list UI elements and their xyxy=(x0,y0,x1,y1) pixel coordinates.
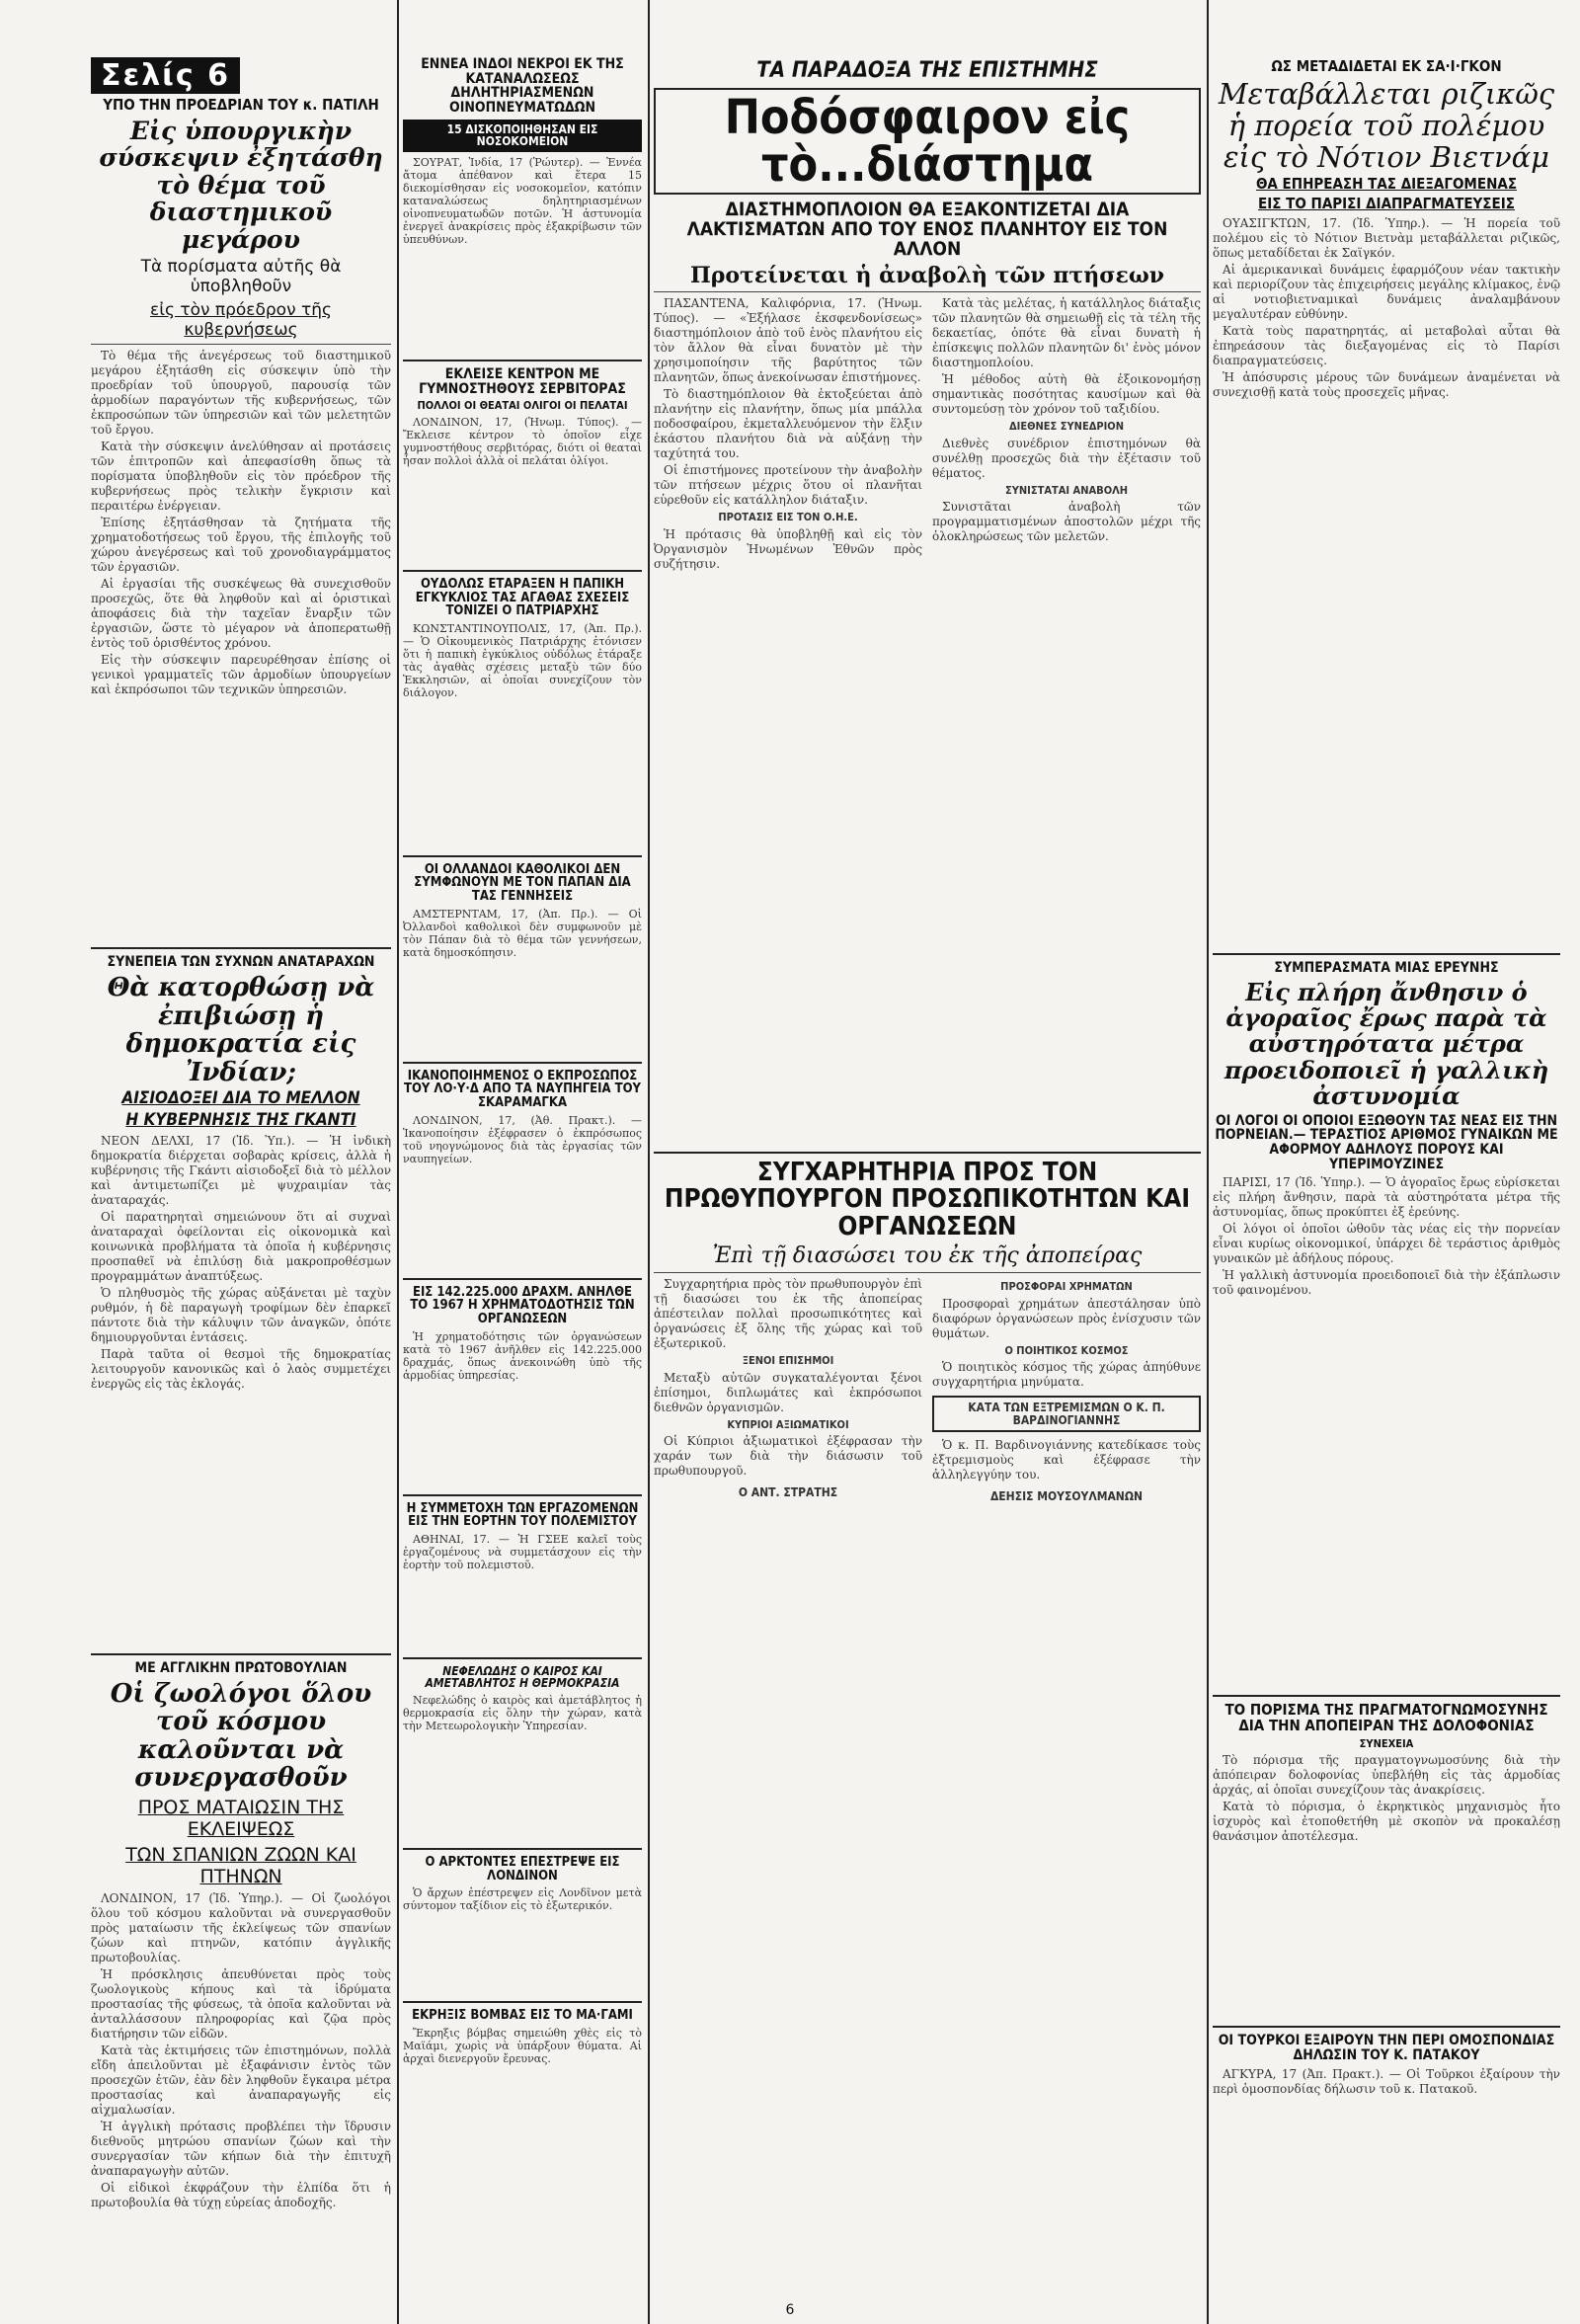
subheadline: ΑΙΣΙΟΔΟΞΕΙ ΔΙΑ ΤΟ ΜΕΛΛΟΝ xyxy=(121,1088,360,1109)
article-body: ΝΕΟΝ ΔΕΛΧΙ, 17 (Ἰδ. Ὑπ.). — Ἡ ἰνδικὴ δημοκρατία διέρχεται σοβαρὰς κρίσεις, ἀλλὰ ἡ κυβέρνησις τῆς Γκάντι αἰσιοδοξεῖ διὰ τὸ μέλλον καὶ ἀντιμετωπίζει μὲ ψυχραιμίαν τὰς ἀναταραχάς. Οἱ παρατηρηταὶ σημειώνουν ὅτι αἱ συχναὶ ἀναταραχαὶ ὀφείλονται εἰς οἰκονομικὰ καὶ κοινωνικὰ προβλήματα τὰ ὁποῖα ἡ κυβέρνησις προσπαθεῖ νὰ ἐπιλύσῃ διὰ μακροπροθέσμων προγραμμάτων ἀναπτύξεως. Ὁ πληθυσμὸς τῆς χώρας αὐξάνεται μὲ ταχὺν ρυθμόν, ἡ δὲ παραγωγὴ τροφίμων δὲν ἐπαρκεῖ πάντοτε διὰ τὴν κάλυψιν τῶν ἀναγκῶν, ὁπότε δημιουργοῦνται ἐντάσεις. Παρὰ ταῦτα οἱ θεσμοὶ τῆς δημοκρατίας λειτουργοῦν κανονικῶς καὶ ὁ λαὸς συμμετέχει ἐνεργῶς εἰς τὰς ἐκλογάς. xyxy=(91,1134,391,1391)
dateline: ΑΜΣΤΕΡΝΤΑΜ, 17, (Ἀπ. Πρ.). xyxy=(413,907,598,921)
section-heading: ΞΕΝΟΙ ΕΠΙΣΗΜΟΙ xyxy=(742,1354,834,1368)
headline: ΟΥΔΟΛΩΣ ΕΤΑΡΑΞΕΝ Η ΠΑΠΙΚΗ ΕΓΚΥΚΛΙΟΣ ΤΑΣ ΑΓΑΘΑΣ ΣΧΕΣΕΙΣ ΤΟΝΙΖΕΙ Ο ΠΑΤΡΙΑΡΧΗΣ xyxy=(415,576,630,619)
article-body: ΟΥΑΣΙΓΚΤΩΝ, 17. (Ἰδ. Ὑπηρ.). — Ἡ πορεία τοῦ πολέμου εἰς τὸ Νότιον Βιετνὰμ μεταβάλλεται ριζικῶς, ὅπως μεταδίδεται ἐκ Σαϊγκόν. Αἱ ἀμερικανικαὶ δυνάμεις ἐφαρμόζουν νέαν τακτικὴν καὶ περιορίζουν τὰς ἐπιχειρήσεις μεγάλης κλίμακος, ἐνῷ αἱ νοτιοβιετναμικαὶ δυνάμεις ἀναλαμβάνουν μεγαλυτέραν εὐθύνην. Κατὰ τοὺς παρατηρητάς, αἱ μεταβολαὶ αὗται θὰ ἐπηρεάσουν τὰς διεξαγομένας εἰς τὸ Παρίσι διαπραγματεύσεις. Ἡ ἀπόσυρσις μέρους τῶν δυνάμεων ἀναμένεται νὰ συνεχισθῇ κατὰ τοὺς προσεχεῖς μῆνας. xyxy=(1213,215,1560,399)
article-body: Τὸ πόρισμα τῆς πραγματογνωμοσύνης διὰ τὴν ἀπόπειραν δολοφονίας ὑπεβλήθη εἰς τὰς ἁρμοδίας ἀρχάς, αἱ ὁποῖαι συνεχίζουν τὰς ἀνακρίσεις. Κατὰ τὸ πόρισμα, ὁ ἐκρηκτικὸς μηχανισμὸς ἦτο ἰσχυρὸς καὶ ἐτοποθετήθη μὲ σκοπὸν νὰ προκαλέσῃ θανάσιμον ἀποτέλεσμα. xyxy=(1213,1753,1560,1844)
column-4 xyxy=(1213,0,1560,2324)
kicker: ΥΠΟ ΤΗΝ ΠΡΟΕΔΡΙΑΝ ΤΟΥ κ. ΠΑΤΙΛΗ xyxy=(103,96,379,114)
signature: Ο ΑΝΤ. ΣΤΡΑΤΗΣ xyxy=(738,1485,838,1500)
subheadline: ΘΑ ΕΠΗΡΕΑΣΗ ΤΑΣ ΔΙΕΞΑΓΟΜΕΝΑΣ xyxy=(1255,175,1518,194)
headline: Οἱ ζωολόγοι ὅλου τοῦ κόσμου καλοῦνται νὰ συνεργασθοῦν xyxy=(110,1678,372,1794)
dateline: ΠΑΣΑΝΤΕΝΑ, Καλιφόρνια, 17. (Ἡνωμ. Τύπος). — «Ἐξήλασε ἐκ xyxy=(654,296,922,326)
column-rule xyxy=(1207,0,1209,2324)
article-body: Ὁ ἄρχων ἐπέστρεψεν εἰς Λονδῖνον μετὰ σύντομον ταξίδιον εἰς τὸ ἐξωτερικόν. xyxy=(403,1886,642,1913)
column-3 xyxy=(654,0,1201,2324)
article-body: ΑΓΚΥΡΑ, 17 (Ἀπ. Πρακτ.). — Οἱ Τοῦρκοι ἐξαίρουν τὴν περὶ ὁμοσπονδίας δήλωσιν τοῦ κ. Πατακοῦ. xyxy=(1213,2066,1560,2096)
headline: Εἰς ὑπουργικὴν σύσκεψιν ἐξητάσθη τὸ θέμα τοῦ διαστημικοῦ μεγάρου xyxy=(99,116,383,254)
dateline: ΛΟΝΔΙΝΟΝ, 17, (Ἡνωμ. Τύπος). xyxy=(413,415,619,429)
article-body: ΛΟΝΔΙΝΟΝ, 17, (Ἡνωμ. Τύπος). — Ἔκλεισε κέντρον τὸ ὁποῖον εἶχε γυμνοστήθους σερβιτόρας, διότι οἱ θεαταὶ ἦσαν πολλοὶ ἀλλὰ οἱ πελάται ὀλίγοι. xyxy=(403,415,642,467)
dateline: ΝΕΟΝ ΔΕΛΧΙ, 17 (Ἰδ. Ὑπ.). xyxy=(101,1134,295,1148)
headline: ΕΝΝΕΑ ΙΝΔΟΙ ΝΕΚΡΟΙ ΕΚ ΤΗΣ ΚΑΤΑΝΑΛΩΣΕΩΣ ΔΗΛΗΤΗΡΙΑΣΜΕΝΩΝ ΟΙΝΟΠΝΕΥΜΑΤΩΔΩΝ xyxy=(421,56,624,117)
subheadline: Ἐπὶ τῇ διασώσει του ἐκ τῆς ἀποπείρας xyxy=(712,1242,1143,1268)
subheadline: 15 ΔΙΣΚΟΠΟΙΗΘΗΣΑΝ ΕΙΣ ΝΟΣΟΚΟΜΕΙΟΝ xyxy=(403,120,642,152)
column-1 xyxy=(91,0,391,2324)
section-heading: ΣΥΝΙΣΤΑΤΑΙ ΑΝΑΒΟΛΗ xyxy=(1004,483,1129,497)
article-body: Ἔκρηξις βόμβας σημειώθη χθὲς εἰς τὸ Μαϊάμι, χωρὶς νὰ ὑπάρξουν θύματα. Αἱ ἀρχαὶ διενεργοῦν ἔρευνας. xyxy=(403,2026,642,2065)
article-body: Κατὰ τὰς μελέτας, ἡ κατάλληλος διάταξις τῶν πλανητῶν θὰ σημειωθῇ εἰς τὰ τέλη τῆς δεκαετίας, ὁπότε θὰ εἶναι δυνατὴ ἡ ἐπίσκεψις πολλῶν πλανητῶν δι' ἑνὸς μόνον διαστημοπλοίου. Ἡ μέθοδος αὐτὴ θὰ ἐξοικονομήσῃ σημαντικὰς ποσότητας καυσίμων καὶ θὰ συντομεύσῃ τὸν χρόνον τοῦ ταξιδίου. ΔΙΕΘΝΕΣ ΣΥΝΕΔΡΙΟΝ Διεθνὲς συνέδριον ἐπιστημόνων θὰ συνέλθῃ προσεχῶς διὰ τὴν ἐξέτασιν τοῦ θέματος. ΣΥΝΙΣΤΑΤΑΙ ΑΝΑΒΟΛΗ Συνιστᾶται ἀναβολὴ τῶν προγραμματισμένων ἀποστολῶν μέχρι τῆς ὁλοκληρώσεως τῶν μελετῶν. xyxy=(932,296,1201,544)
section-heading: ΚΥΠΡΙΟΙ ΑΞΙΩΜΑΤΙΚΟΙ xyxy=(727,1417,849,1431)
headline: ΕΚΡΗΞΙΣ ΒΟΜΒΑΣ ΕΙΣ ΤΟ ΜΑ·ΓΑΜΙ xyxy=(412,2008,633,2024)
signature: ΔΕΗΣΙΣ ΜΟΥΣΟΥΛΜΑΝΩΝ xyxy=(989,1489,1144,1504)
deck: ΔΙΑΣΤΗΜΟΠΛΟΙΟΝ ΘΑ ΕΞΑΚΟΝΤΙΖΕΤΑΙ ΔΙΑ ΛΑΚΤΙΣΜΑΤΩΝ ΑΠΟ ΤΟΥ ΕΝΟΣ ΠΛΑΝΗΤΟΥ ΕΙΣ ΤΟΝ ΑΛΛΟΝ xyxy=(686,199,1168,260)
article-body: Ἡ χρηματοδότησις τῶν ὀργανώσεων κατὰ τὸ 1967 ἀνῆλθεν εἰς 142.225.000 δραχμάς, ὅπως ἀνεκοινώθη ὑπὸ τῆς ἁρμοδίας ὑπηρεσίας. xyxy=(403,1329,642,1382)
kicker: ΜΕ ΑΓΓΛΙΚΗΝ ΠΡΩΤΟΒΟΥΛΙΑΝ xyxy=(134,1660,348,1676)
article-body: ΣΟΥΡΑΤ, Ἰνδία, 17 (Ῥώυτερ). — Ἐννέα ἄτομα ἀπέθανον καὶ ἕτερα 15 διεκομίσθησαν εἰς νοσοκομεῖον, κατόπιν καταναλώσεως δηλητηριασμένων οἰνοπνευματωδῶν ποτῶν. Ἡ ἀστυνομία ἐνεργεῖ ἀνακρίσεις πρὸς ἐξακρίβωσιν τῶν ὑπευθύνων. xyxy=(403,155,642,246)
article-body: Νεφελώδης ὁ καιρὸς καὶ ἀμετάβλητος ἡ θερμοκρασία εἰς ὅλην τὴν χώραν, κατὰ τὴν Μετεωρολογικὴν Ὑπηρεσίαν. xyxy=(403,1694,642,1733)
dateline: ΑΘΗΝΑΙ, 17. — Ἡ ΓΣΕΕ xyxy=(413,1532,569,1546)
headline: Ο ΑΡΚΤΟΝΤΕΣ ΕΠΕΣΤΡΕΨΕ ΕΙΣ ΛΟΝΔΙΝΟΝ xyxy=(425,1855,620,1883)
section-heading: ΠΡΟΤΑΣΙΣ ΕΙΣ ΤΟΝ Ο.Η.Ε. xyxy=(718,511,858,524)
subdeck: Προτείνεται ἡ ἀναβολὴ τῶν πτήσεων xyxy=(689,262,1165,288)
subheadline: Τὰ πορίσματα αὐτῆς θὰ ὑποβληθοῦν xyxy=(140,257,342,297)
kicker: ΣΥΝΕΠΕΙΑ ΤΩΝ ΣΥΧΝΩΝ ΑΝΑΤΑΡΑΧΩΝ xyxy=(107,954,375,971)
column-rule xyxy=(648,0,650,2324)
subheadline: ΤΩΝ ΣΠΑΝΙΩΝ ΖΩΩΝ ΚΑΙ ΠΤΗΝΩΝ xyxy=(125,1844,356,1888)
headline: ΤΟ ΠΟΡΙΣΜΑ ΤΗΣ ΠΡΑΓΜΑΤΟΓΝΩΜΟΣΥΝΗΣ ΔΙΑ ΤΗΝ ΑΠΟΠΕΙΡΑΝ ΤΗΣ ΔΟΛΟΦΟΝΙΑΣ xyxy=(1224,1701,1548,1735)
subheadline: ΠΟΛΛΟΙ ΟΙ ΘΕΑΤΑΙ ΟΛΙΓΟΙ ΟΙ ΠΕΛΑΤΑΙ xyxy=(417,399,628,413)
dateline: ΛΟΝΔΙΝΟΝ, 17, (Ἀθ. Πρακτ.). xyxy=(413,1113,616,1127)
article-body: ΠΑΣΑΝΤΕΝΑ, Καλιφόρνια, 17. (Ἡνωμ. Τύπος). — «Ἐξήλασε ἐκσφενδονίσεως» διαστημόπλοιον ἀπὸ τοῦ ἑνὸς πλανήτου εἰς τὸν ἄλλον θὰ εἶναι δυνατὸν μὲ τὴν χρησιμοποίησιν τῆς βαρύτητος τῶν πλανητῶν, ὅπως ἀνεκοίνωσαν ἐπιστήμονες. Τὸ διαστημόπλοιον θὰ ἐκτοξεύεται ἀπὸ πλανήτην εἰς πλανήτην, ὅπως μία μπάλλα ποδοσφαίρου, ἐκμεταλλευόμενον τὴν ἕλξιν ἑκάστου πλανήτου διὰ νὰ αὐξάνῃ τὴν ταχύτητά του. Οἱ ἐπιστήμονες προτείνουν τὴν ἀναβολὴν τῶν πτήσεων μέχρις ὅτου οἱ πλανῆται εὑρεθοῦν εἰς κατάλληλον διάταξιν. ΠΡΟΤΑΣΙΣ ΕΙΣ ΤΟΝ Ο.Η.Ε. Ἡ πρότασις θὰ ὑποβληθῇ καὶ εἰς τὸν Ὀργανισμὸν Ἡνωμένων Ἐθνῶν πρὸς συζήτησιν. xyxy=(654,296,922,571)
article-body: ΛΟΝΔΙΝΟΝ, 17, (Ἀθ. Πρακτ.). — Ἱκανοποίησιν ἐξέφρασεν ὁ ἐκπρόσωπος τοῦ νηογνώμονος διὰ τὰς ἐργασίας τῶν ναυπηγείων. xyxy=(403,1113,642,1165)
dateline: ΟΥΑΣΙΓΚΤΩΝ, 17. (Ἰδ. Ὑπηρ.). xyxy=(1223,215,1430,230)
dateline: ΣΟΥΡΑΤ, Ἰνδία, 17 (Ῥώυτερ). xyxy=(413,155,584,169)
headline: ΣΥΓΧΑΡΗΤΗΡΙΑ ΠΡΟΣ ΤΟΝ ΠΡΩΘΥΠΟΥΡΓΟΝ ΠΡΟΣΩΠΙΚΟΤΗΤΩΝ ΚΑΙ ΟΡΓΑΝΩΣΕΩΝ xyxy=(664,1158,1191,1242)
headline: Η ΣΥΜΜΕΤΟΧΗ ΤΩΝ ΕΡΓΑΖΟΜΕΝΩΝ ΕΙΣ ΤΗΝ ΕΟΡΤΗΝ ΤΟΥ ΠΟΛΕΜΙΣΤΟΥ xyxy=(406,1500,639,1530)
article-body: ΚΩΝΣΤΑΝΤΙΝΟΥΠΟΛΙΣ, 17, (Ἀπ. Πρ.). — Ὁ Οἰκουμενικὸς Πατριάρχης ἐτόνισεν ὅτι ἡ παπικὴ ἐγκύκλιος οὐδόλως ἐτάραξε τὰς ἀγαθὰς σχέσεις μεταξὺ τῶν δύο Ἐκκλησιῶν, αἱ ὁποῖαι συνεχίζουν τὸν διάλογον. xyxy=(403,621,642,699)
article-body: Τὸ θέμα τῆς ἀνεγέρσεως τοῦ διαστημικοῦ μεγάρου ἐξητάσθη εἰς σύσκεψιν ὑπὸ τὴν προεδρίαν τοῦ ὑπουργοῦ, παρουσίᾳ τῶν ἁρμοδίων παραγόντων τῆς κυβερνήσεως, τῶν ἐκπροσώπων τῶν ὑπηρεσιῶν καὶ τῶν μελετητῶν τοῦ ἔργου. Κατὰ τὴν σύσκεψιν ἀνελύθησαν αἱ προτάσεις τῶν ἐπιτροπῶν καὶ ἀπεφασίσθη ὅπως τὰ πορίσματα ὑποβληθοῦν εἰς τὸν πρόεδρον τῆς κυβερνήσεως πρὸς τελικὴν ἔγκρισιν καὶ περαιτέρω ἐνέργειαν. Ἐπίσης ἐξητάσθησαν τὰ ζητήματα τῆς χρηματοδοτήσεως τοῦ ἔργου, τῆς ἐπιλογῆς τοῦ χώρου ἀνεγέρσεως καὶ τοῦ χρονοδιαγράμματος τῶν ἐργασιῶν. Αἱ ἐργασίαι τῆς συσκέψεως θὰ συνεχισθοῦν προσεχῶς, ὅτε θὰ ληφθοῦν καὶ αἱ ὁριστικαὶ ἀποφάσεις διὰ τὴν ταχεῖαν ἔναρξιν τῶν ἐργασιῶν, ὥστε τὸ μέγαρον νὰ ἀποπερατωθῇ ἐντὸς τοῦ ὁρισθέντος χρόνου. Εἰς τὴν σύσκεψιν παρευρέθησαν ἐπίσης οἱ γενικοὶ γραμματεῖς τῶν ἁρμοδίων ὑπουργείων καὶ ἐκπρόσωποι τῶν τεχνικῶν ὑπηρεσιῶν. xyxy=(91,349,391,697)
article-body: ΠΡΟΣΦΟΡΑΙ ΧΡΗΜΑΤΩΝ Προσφοραὶ χρημάτων ἀπεστάλησαν ὑπὸ διαφόρων ὀργανώσεων πρὸς ἐνίσχυσιν τῶν θυμάτων. Ο ΠΟΙΗΤΙΚΟΣ ΚΟΣΜΟΣ Ὁ ποιητικὸς κόσμος τῆς χώρας ἀπηύθυνε συγχαρητήρια μηνύματα. ΚΑΤΑ ΤΩΝ ΕΞΤΡΕΜΙΣΜΩΝ Ο Κ. Π. ΒΑΡΔΙΝΟΓΙΑΝΝΗΣ Ὁ κ. Π. Βαρδινογιάννης κατεδίκασε τοὺς ἐξτρεμισμοὺς καὶ ἐξέφρασε τὴν ἀλληλεγγύην του. ΔΕΗΣΙΣ ΜΟΥΣΟΥΛΜΑΝΩΝ xyxy=(932,1280,1201,1504)
page-number: 6 xyxy=(785,2302,795,2318)
subheadline: ΟΙ ΛΟΓΟΙ ΟΙ ΟΠΟΙΟΙ ΕΞΩΘΟΥΝ ΤΑΣ ΝΕΑΣ ΕΙΣ ΤΗΝ ΠΟΡΝΕΙΑΝ.— ΤΕΡΑΣΤΙΟΣ ΑΡΙΘΜΟΣ ΓΥΝΑΙΚΩΝ ΜΕ ΑΦΟΡΜΟΥ ΑΔΗΛΟΥΣ ΠΟΡΟΥΣ ΚΑΙ ΥΠΕΡΙΜΟΥΖΙΝΕΣ xyxy=(1215,1112,1558,1172)
section-heading: ΠΡΟΣΦΟΡΑΙ ΧΡΗΜΑΤΩΝ xyxy=(1000,1280,1133,1294)
subheadline: Η ΚΥΒΕΡΝΗΣΙΣ ΤΗΣ ΓΚΑΝΤΙ xyxy=(125,1110,356,1131)
subheadline: ΕΙΣ ΤΟ ΠΑΡΙΣΙ ΔΙΑΠΡΑΓΜΑΤΕΥΣΕΙΣ xyxy=(1258,195,1515,213)
headline: ΟΙ ΟΛΛΑΝΔΟΙ ΚΑΘΟΛΙΚΟΙ ΔΕΝ ΣΥΜΦΩΝΟΥΝ ΜΕ ΤΟΝ ΠΑΠΑΝ ΔΙΑ ΤΑΣ ΓΕΝΝΗΣΕΙΣ xyxy=(414,861,631,905)
column-rule xyxy=(397,0,399,2324)
headline: ΙΚΑΝΟΠΟΙΗΜΕΝΟΣ Ο ΕΚΠΡΟΣΩΠΟΣ ΤΟΥ ΛΟ·Υ·Δ ΑΠΟ ΤΑ ΝΑΥΠΗΓΕΙΑ ΤΟΥ ΣΚΑΡΑΜΑΓΚΑ xyxy=(403,1068,642,1110)
article-body: ΠΑΡΙΣΙ, 17 (Ἰδ. Ὑπηρ.). — Ὁ ἀγοραῖος ἔρως εὑρίσκεται εἰς πλήρη ἄνθησιν, παρὰ τὰ αὐστηρότατα μέτρα τῆς ἀστυνομίας, ὅπως προκύπτει ἐξ ἐρεύνης. Οἱ λόγοι οἱ ὁποῖοι ὠθοῦν τὰς νέας εἰς τὴν πορνείαν εἶναι κυρίως οἰκονομικοί, ὑπάρχει δὲ τεράστιος ἀριθμὸς γυναικῶν μὲ ἀδήλους πόρους. Ἡ γαλλικὴ ἀστυνομία προειδοποιεῖ διὰ τὴν ἐξάπλωσιν τοῦ φαινομένου. xyxy=(1213,1175,1560,1298)
kicker: ΤΑ ΠΑΡΑΔΟΞΑ ΤΗΣ ΕΠΙΣΤΗΜΗΣ xyxy=(756,58,1098,83)
dateline: ΚΩΝΣΤΑΝΤΙΝΟΥΠΟΛΙΣ, 17, (Ἀπ. Πρ.). xyxy=(413,621,642,635)
article-body: Συγχαρητήρια πρὸς τὸν πρωθυπουργὸν ἐπὶ τῇ διασώσει του ἐκ τῆς ἀποπείρας ἀπέστειλαν πολλαὶ προσωπικότητες καὶ ὀργανώσεις ἐξ ὅλης τῆς χώρας καὶ τοῦ ἐξωτερικοῦ. ΞΕΝΟΙ ΕΠΙΣΗΜΟΙ Μεταξὺ αὐτῶν συγκαταλέγονται ξένοι ἐπίσημοι, διπλωμάτες καὶ ἐκπρόσωποι διεθνῶν ὀργανισμῶν. ΚΥΠΡΙΟΙ ΑΞΙΩΜΑΤΙΚΟΙ Οἱ Κύπριοι ἀξιωματικοὶ ἐξέφρασαν τὴν χαράν των διὰ τὴν διάσωσιν τοῦ πρωθυπουργοῦ. Ο ΑΝΤ. ΣΤΡΑΤΗΣ xyxy=(654,1277,922,1500)
dateline: ΛΟΝΔΙΝΟΝ, 17 (Ἰδ. Ὑπηρ.). xyxy=(101,1891,283,1906)
column-2 xyxy=(403,0,642,2324)
continued-label: ΣΥΝΕΧΕΙΑ xyxy=(1359,1736,1414,1750)
headline: ΕΙΣ 142.225.000 ΔΡΑΧΜ. ΑΝΗΛΘΕ ΤΟ 1967 Η ΧΡΗΜΑΤΟΔΟΤΗΣΙΣ ΤΩΝ ΟΡΓΑΝΩΣΕΩΝ xyxy=(410,1284,635,1326)
headline: ΚΑΤΑ ΤΩΝ ΕΞΤΡΕΜΙΣΜΩΝ Ο Κ. Π. ΒΑΡΔΙΝΟΓΙΑΝΝΗΣ xyxy=(932,1396,1201,1432)
headline: Θὰ κατορθώσῃ νὰ ἐπιβιώσῃ ἡ δημοκρατία εἰς Ἰνδίαν; xyxy=(107,972,375,1087)
kicker: ΩΣ ΜΕΤΑΔΙΔΕΤΑΙ ΕΚ ΣΑ·Ι·ΓΚΟΝ xyxy=(1271,57,1502,75)
dateline: ΑΓΚΥΡΑ, 17 (Ἀπ. Πρακτ.). xyxy=(1223,2066,1384,2081)
kicker: ΣΥΜΠΕΡΑΣΜΑΤΑ ΜΙΑΣ ΕΡΕΥΝΗΣ xyxy=(1274,959,1499,976)
headline: ΟΙ ΤΟΥΡΚΟΙ ΕΞΑΙΡΟΥΝ ΤΗΝ ΠΕΡΙ ΟΜΟΣΠΟΝΔΙΑΣ ΔΗΛΩΣΙΝ ΤΟΥ Κ. ΠΑΤΑΚΟΥ xyxy=(1218,2033,1555,2064)
section-heading: Ο ΠΟΙΗΤΙΚΟΣ ΚΟΣΜΟΣ xyxy=(1004,1343,1129,1357)
headline: ΕΚΛΕΙΣΕ ΚΕΝΤΡΟΝ ΜΕ ΓΥΜΝΟΣΤΗΘΟΥΣ ΣΕΡΒΙΤΟΡΑΣ xyxy=(419,365,626,397)
headline: ΝΕΦΕΛΩΔΗΣ Ο ΚΑΙΡΟΣ ΚΑΙ ΑΜΕΤΑΒΛΗΤΟΣ Η ΘΕΡΜΟΚΡΑΣΙΑ xyxy=(425,1663,620,1691)
section-heading: ΔΙΕΘΝΕΣ ΣΥΝΕΔΡΙΟΝ xyxy=(1008,420,1124,434)
article-body: ΑΘΗΝΑΙ, 17. — Ἡ ΓΣΕΕ καλεῖ τοὺς ἐργαζομένους νὰ συμμετάσχουν εἰς τὴν ἑορτὴν τοῦ πολεμιστοῦ. xyxy=(403,1532,642,1571)
article-body: ΛΟΝΔΙΝΟΝ, 17 (Ἰδ. Ὑπηρ.). — Οἱ ζωολόγοι ὅλου τοῦ κόσμου καλοῦνται νὰ συνεργασθοῦν πρὸς ματαίωσιν τῆς ἐκλείψεως τῶν σπανίων ζώων καὶ πτηνῶν, κατόπιν ἀγγλικῆς πρωτοβουλίας. Ἡ πρόσκλησις ἀπευθύνεται πρὸς τοὺς ζωολογικοὺς κήπους καὶ τὰ ἱδρύματα προστασίας τῆς φύσεως, τὰ ὁποῖα καλοῦνται νὰ ἀνταλλάσσουν πληροφορίας καὶ ζῷα πρὸς διατήρησιν τῶν εἰδῶν. Κατὰ τὰς ἐκτιμήσεις τῶν ἐπιστημόνων, πολλὰ εἴδη ἀπειλοῦνται μὲ ἐξαφάνισιν ἐντὸς τῶν προσεχῶν ἐτῶν, ἐὰν δὲν ληφθοῦν ἔγκαιρα μέτρα προστασίας καὶ ἀναπαραγωγῆς εἰς αἰχμαλωσίαν. Ἡ ἀγγλικὴ πρότασις προβλέπει τὴν ἵδρυσιν διεθνοῦς μητρώου σπανίων ζώων καὶ τὴν συνεργασίαν τῶν κήπων διὰ τὴν ἐπιτυχῆ ἀναπαραγωγὴν αὐτῶν. Οἱ εἰδικοὶ ἐκφράζουν τὴν ἐλπίδα ὅτι ἡ πρωτοβουλία θὰ τύχῃ εὐρείας ἀποδοχῆς. xyxy=(91,1891,391,2210)
article-body: ΑΜΣΤΕΡΝΤΑΜ, 17, (Ἀπ. Πρ.). — Οἱ Ὀλλανδοὶ καθολικοὶ δὲν συμφωνοῦν μὲ τὸν Πάπαν διὰ τὸ θέμα τῶν γεννήσεων, κατὰ δημοσκόπησιν. xyxy=(403,907,642,959)
headline: Μεταβάλλεται ριζικῶς ἡ πορεία τοῦ πολέμου εἰς τὸ Νότιον Βιετνάμ xyxy=(1218,76,1555,174)
headline: Ποδόσφαιρον εἰς τὸ...διάστημα xyxy=(724,90,1131,194)
headline: Εἰς πλήρη ἄνθησιν ὁ ἀγοραῖος ἔρως παρὰ τὰ αὐστηρότατα μέτρα προειδοποιεῖ ἡ γαλλικὴ ἀστυνομία xyxy=(1224,977,1549,1111)
dateline: ΠΑΡΙΣΙ, 17 (Ἰδ. Ὑπηρ.). xyxy=(1223,1175,1366,1190)
subheadline: εἰς τὸν πρόεδρον τῆς κυβερνήσεως xyxy=(150,300,332,341)
page-label: Σελίς 6 xyxy=(91,57,240,94)
subheadline: ΠΡΟΣ ΜΑΤΑΙΩΣΙΝ ΤΗΣ ΕΚΛΕΙΨΕΩΣ xyxy=(137,1797,345,1841)
